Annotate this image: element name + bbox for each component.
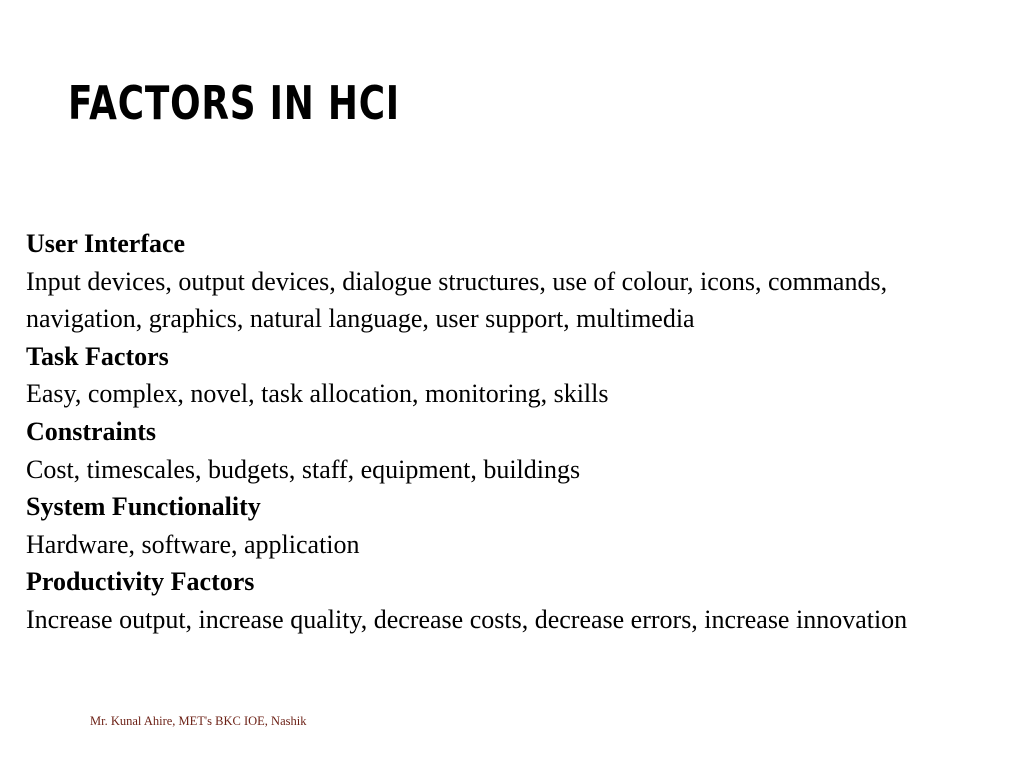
section-body: Cost, timescales, budgets, staff, equipment, buildings: [26, 454, 581, 484]
section-body: Easy, complex, novel, task allocation, monitoring, skills: [26, 379, 609, 409]
section-body: Increase output, increase quality, decrease costs, decrease errors, increase innovation: [26, 604, 908, 634]
section-body: Input devices, output devices, dialogue structures, use of colour, icons, commands, navigation, graphics, natural language, user support, multimedia: [26, 266, 888, 334]
slide-content: [26, 225, 996, 639]
section-body: Hardware, software, application: [26, 529, 360, 559]
section-task-factors: [26, 338, 996, 413]
section-heading: Constraints: [26, 416, 157, 446]
section-heading: System Functionality: [26, 492, 261, 522]
section-user-interface: [26, 225, 996, 338]
section-productivity-factors: [26, 563, 996, 638]
section-constraints: [26, 413, 996, 488]
section-heading: User Interface: [26, 229, 186, 258]
section-heading: Task Factors: [26, 341, 169, 371]
section-system-functionality: [26, 488, 996, 563]
slide-footer: Mr. Kunal Ahire, MET's BKC IOE, Nashik: [90, 714, 307, 728]
slide-title: FACTORS IN HCI: [68, 76, 400, 130]
section-heading: Productivity Factors: [26, 567, 255, 597]
